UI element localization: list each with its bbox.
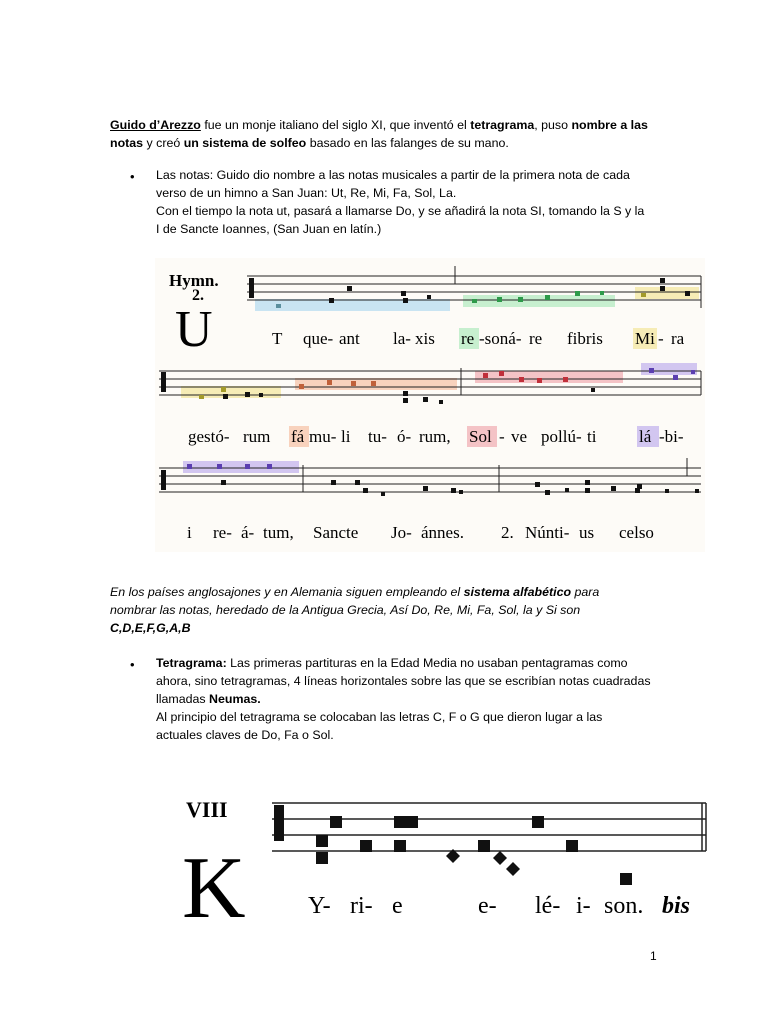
svg-text:Núnti-: Núnti- (525, 523, 570, 542)
svg-text:la-: la- (393, 329, 411, 348)
svg-text:ti: ti (587, 427, 597, 446)
svg-text:á-: á- (241, 523, 255, 542)
kyrie-score-image (180, 785, 710, 925)
bullet-marker: • (130, 657, 135, 672)
svg-text:-soná-: -soná- (479, 329, 522, 348)
notes-bullet-text: Las notas: Guido dio nombre a las notas musicales a partir de la primera nota de cada verso de un himno a San Juan: Ut, Re, Mi, Fa, Sol, La. Con el tiempo la nota ut, pasará a llamarse Do, y se añadirá la nota SI, tomando la S y la I de Sancte Ioannes, (San Juan en latín.) (156, 168, 645, 236)
alphabetic-system-paragraph: En los países anglosajones y en Alemania siguen empleando el sistema alfabético para nombrar las notas, heredado de la Antigua Grecia, Así Do, Re, Mi, Fa, Sol, la y Si son C,D,E,F,G,A,B (110, 585, 600, 635)
svg-text:fá: fá (291, 427, 305, 446)
svg-text:-bi-: -bi- (659, 427, 684, 446)
intro-paragraph: Guido d’Arezzo fue un monje italiano del siglo XI, que inventó el tetragrama, puso nombre a las notas y creó un sistema de solfeo basado en las falanges de su mano. (110, 118, 648, 150)
svg-text:lá: lá (639, 427, 652, 446)
svg-text:lé-: lé- (535, 893, 561, 919)
svg-text:Y-: Y- (308, 893, 331, 919)
svg-text:ri-: ri- (350, 893, 373, 919)
svg-text:e: e (392, 893, 403, 919)
svg-text:ó-: ó- (397, 427, 412, 446)
svg-text:tum,: tum, (263, 523, 294, 542)
kyrie-initial: K (182, 840, 246, 925)
hymn-label: Hymn. (169, 271, 219, 290)
svg-text:rum: rum (243, 427, 271, 446)
svg-text:e-: e- (478, 893, 497, 919)
svg-text:ánnes.: ánnes. (421, 523, 464, 542)
bullet-marker: • (130, 169, 135, 184)
svg-text:bis: bis (662, 893, 691, 919)
svg-text:li: li (341, 427, 351, 446)
page-number: 1 (650, 949, 657, 963)
svg-text:i: i (187, 523, 192, 542)
svg-text:2.: 2. (501, 523, 514, 542)
svg-text:ant: ant (339, 329, 360, 348)
svg-text:ra: ra (671, 329, 685, 348)
svg-text:gestó-: gestó- (188, 427, 230, 446)
svg-text:son.: son. (604, 893, 644, 919)
svg-text:re: re (461, 329, 475, 348)
hymn-number: 2. (192, 287, 204, 304)
svg-text:rum,: rum, (419, 427, 451, 446)
svg-text:us: us (579, 523, 595, 542)
svg-text:fibris: fibris (567, 329, 603, 348)
svg-text:re-: re- (213, 523, 232, 542)
hymn-initial: U (175, 301, 213, 358)
svg-text:-: - (658, 329, 664, 348)
svg-text:T: T (272, 329, 283, 348)
hymn-score-image (155, 258, 705, 552)
svg-text:que-: que- (303, 329, 334, 348)
tetragram-bullet-text: Tetragrama: Las primeras partituras en la Edad Media no usaban pentagramas como ahora, sino tetragramas, 4 líneas horizontales sobre las que se escribían notas cuadradas llamadas Neumas. Al principio del tetragrama se colocaban las letras C, F o G que dieron lugar a las actuales claves de Do, Fa o Sol. (156, 656, 651, 742)
guido-name: Guido d’Arezzo (110, 118, 201, 132)
svg-text:i-: i- (576, 893, 591, 919)
svg-text:-: - (499, 427, 505, 446)
svg-text:tu-: tu- (368, 427, 387, 446)
svg-text:mu-: mu- (309, 427, 337, 446)
svg-text:Jo-: Jo- (391, 523, 412, 542)
kyrie-mode-label: VIII (186, 797, 228, 822)
svg-text:xis: xis (415, 329, 435, 348)
svg-text:re: re (529, 329, 543, 348)
svg-text:ve: ve (511, 427, 528, 446)
svg-text:Sol: Sol (469, 427, 492, 446)
svg-text:celso: celso (619, 523, 654, 542)
svg-text:Mi: Mi (635, 329, 655, 348)
svg-text:pollú-: pollú- (541, 427, 582, 446)
svg-text:Sancte: Sancte (313, 523, 359, 542)
